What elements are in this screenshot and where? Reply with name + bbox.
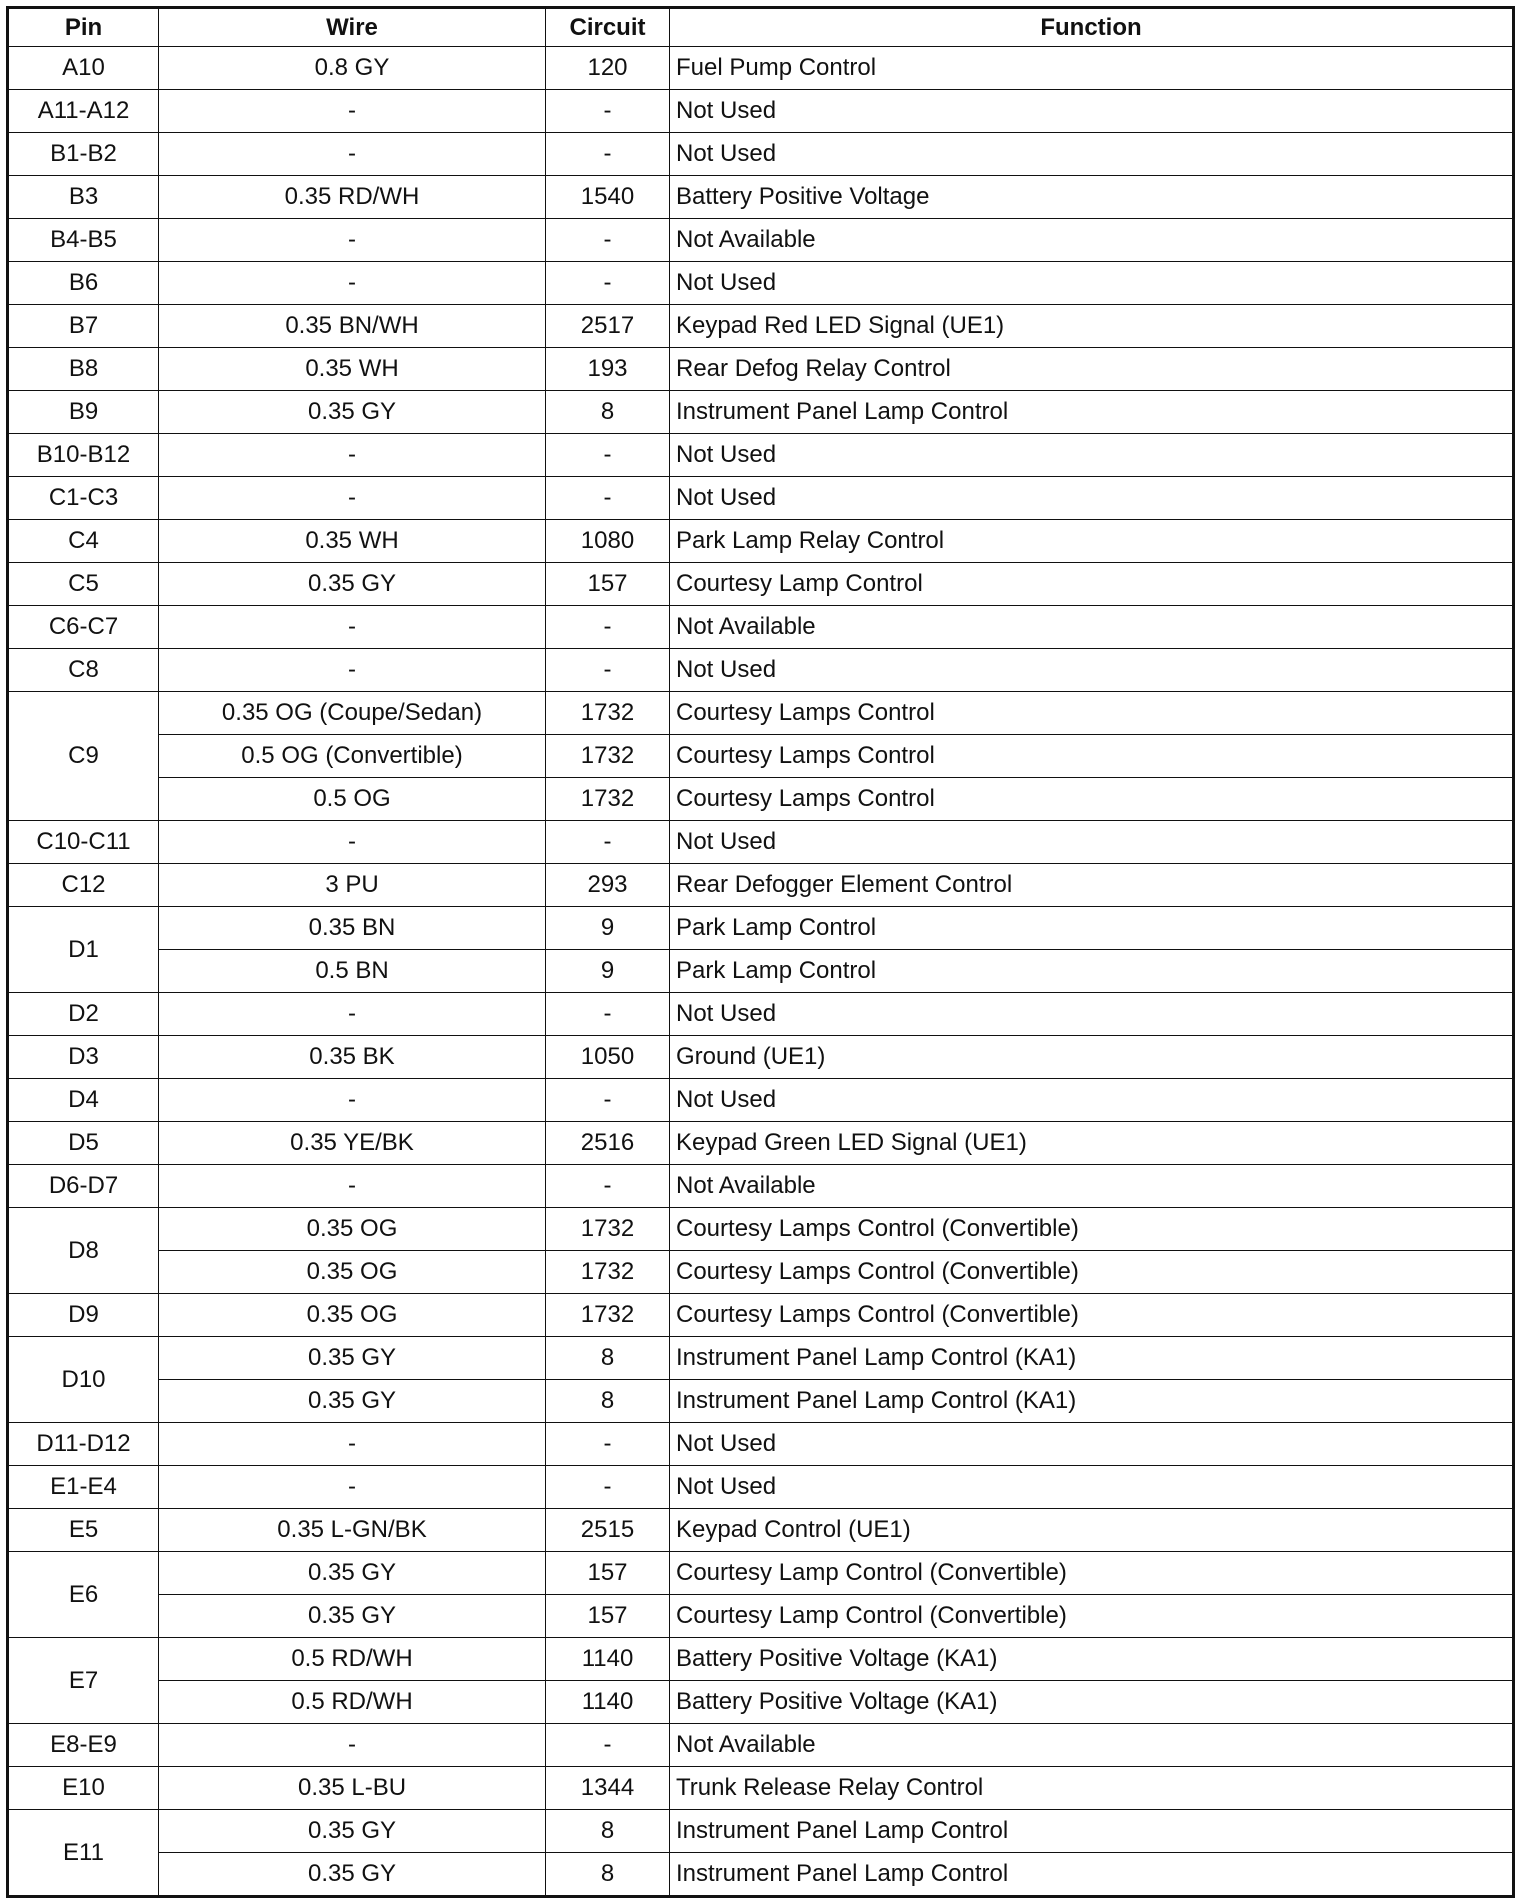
pin-cell: B6: [8, 262, 159, 305]
pin-cell: A11-A12: [8, 90, 159, 133]
wire-cell: 0.35 GY: [159, 1595, 546, 1638]
pin-cell: D8: [8, 1208, 159, 1294]
wire-cell: -: [159, 993, 546, 1036]
table-row: [8, 434, 1514, 477]
wire-cell: 0.35 YE/BK: [159, 1122, 546, 1165]
circuit-cell: -: [546, 1079, 670, 1122]
table-row: [8, 477, 1514, 520]
function-cell: Not Available: [670, 219, 1514, 262]
wire-cell: 0.35 OG: [159, 1251, 546, 1294]
table-row: [8, 391, 1514, 434]
wire-cell: 0.35 OG: [159, 1294, 546, 1337]
table-row: [8, 1165, 1514, 1208]
table-row: [8, 133, 1514, 176]
pin-cell: D5: [8, 1122, 159, 1165]
circuit-cell: 2517: [546, 305, 670, 348]
pin-cell: D10: [8, 1337, 159, 1423]
table-header: [8, 8, 1514, 47]
table-row: [8, 1681, 1514, 1724]
function-cell: Not Used: [670, 1466, 1514, 1509]
pin-cell: B8: [8, 348, 159, 391]
circuit-cell: -: [546, 649, 670, 692]
circuit-cell: 1140: [546, 1638, 670, 1681]
pin-cell: D4: [8, 1079, 159, 1122]
circuit-cell: 1540: [546, 176, 670, 219]
wire-cell: 0.35 OG: [159, 1208, 546, 1251]
table-row: [8, 993, 1514, 1036]
function-cell: Not Used: [670, 1079, 1514, 1122]
wire-cell: 0.35 GY: [159, 1380, 546, 1423]
function-cell: Keypad Control (UE1): [670, 1509, 1514, 1552]
wire-cell: 3 PU: [159, 864, 546, 907]
table-body: [8, 47, 1514, 1897]
wire-cell: 0.35 WH: [159, 348, 546, 391]
table-row: [8, 1509, 1514, 1552]
pin-cell: E8-E9: [8, 1724, 159, 1767]
circuit-cell: 2516: [546, 1122, 670, 1165]
column-header-circuit: Circuit: [546, 8, 670, 47]
pin-cell: C1-C3: [8, 477, 159, 520]
function-cell: Not Used: [670, 133, 1514, 176]
table-row: [8, 821, 1514, 864]
circuit-cell: 1732: [546, 1294, 670, 1337]
wire-cell: -: [159, 649, 546, 692]
function-cell: Instrument Panel Lamp Control: [670, 1810, 1514, 1853]
circuit-cell: -: [546, 821, 670, 864]
wire-cell: -: [159, 434, 546, 477]
pin-cell: D2: [8, 993, 159, 1036]
wire-cell: 0.5 RD/WH: [159, 1681, 546, 1724]
wire-cell: -: [159, 1423, 546, 1466]
column-header-wire: Wire: [159, 8, 546, 47]
wire-cell: -: [159, 1165, 546, 1208]
circuit-cell: 8: [546, 1337, 670, 1380]
function-cell: Battery Positive Voltage: [670, 176, 1514, 219]
circuit-cell: 9: [546, 907, 670, 950]
table-row: [8, 90, 1514, 133]
circuit-cell: 1344: [546, 1767, 670, 1810]
function-cell: Courtesy Lamps Control (Convertible): [670, 1208, 1514, 1251]
table-row: [8, 1466, 1514, 1509]
function-cell: Keypad Red LED Signal (UE1): [670, 305, 1514, 348]
function-cell: Courtesy Lamps Control: [670, 692, 1514, 735]
connector-pinout-table: [6, 6, 1515, 1898]
circuit-cell: 1732: [546, 1251, 670, 1294]
function-cell: Park Lamp Relay Control: [670, 520, 1514, 563]
function-cell: Park Lamp Control: [670, 950, 1514, 993]
circuit-cell: 1732: [546, 735, 670, 778]
function-cell: Not Available: [670, 606, 1514, 649]
function-cell: Courtesy Lamp Control: [670, 563, 1514, 606]
table-row: [8, 1724, 1514, 1767]
pin-cell: C12: [8, 864, 159, 907]
function-cell: Rear Defogger Element Control: [670, 864, 1514, 907]
column-header-function: Function: [670, 8, 1514, 47]
function-cell: Not Used: [670, 821, 1514, 864]
function-cell: Courtesy Lamps Control (Convertible): [670, 1251, 1514, 1294]
circuit-cell: 8: [546, 1853, 670, 1897]
function-cell: Battery Positive Voltage (KA1): [670, 1681, 1514, 1724]
circuit-cell: 9: [546, 950, 670, 993]
pin-cell: B1-B2: [8, 133, 159, 176]
table-row: [8, 950, 1514, 993]
table-row: [8, 1638, 1514, 1681]
circuit-cell: -: [546, 219, 670, 262]
wire-cell: -: [159, 219, 546, 262]
circuit-cell: 1080: [546, 520, 670, 563]
pin-cell: E1-E4: [8, 1466, 159, 1509]
function-cell: Not Used: [670, 993, 1514, 1036]
function-cell: Instrument Panel Lamp Control (KA1): [670, 1380, 1514, 1423]
table-row: [8, 1337, 1514, 1380]
function-cell: Battery Positive Voltage (KA1): [670, 1638, 1514, 1681]
circuit-cell: 157: [546, 1552, 670, 1595]
circuit-cell: 8: [546, 1380, 670, 1423]
connector-pinout-table-container: [6, 6, 1512, 1887]
circuit-cell: -: [546, 262, 670, 305]
function-cell: Courtesy Lamp Control (Convertible): [670, 1552, 1514, 1595]
table-row: [8, 864, 1514, 907]
circuit-cell: 8: [546, 391, 670, 434]
wire-cell: -: [159, 1079, 546, 1122]
circuit-cell: -: [546, 1724, 670, 1767]
table-row: [8, 1853, 1514, 1897]
function-cell: Ground (UE1): [670, 1036, 1514, 1079]
wire-cell: 0.35 WH: [159, 520, 546, 563]
table-row: [8, 176, 1514, 219]
pin-cell: B7: [8, 305, 159, 348]
table-row: [8, 1251, 1514, 1294]
pin-cell: E5: [8, 1509, 159, 1552]
pin-cell: B4-B5: [8, 219, 159, 262]
pin-cell: E10: [8, 1767, 159, 1810]
function-cell: Not Used: [670, 1423, 1514, 1466]
header-row: [8, 8, 1514, 47]
table-row: [8, 520, 1514, 563]
pin-cell: C5: [8, 563, 159, 606]
pin-cell: E7: [8, 1638, 159, 1724]
function-cell: Trunk Release Relay Control: [670, 1767, 1514, 1810]
function-cell: Rear Defog Relay Control: [670, 348, 1514, 391]
function-cell: Not Used: [670, 262, 1514, 305]
circuit-cell: 157: [546, 563, 670, 606]
table-row: [8, 47, 1514, 90]
circuit-cell: -: [546, 606, 670, 649]
table-row: [8, 1294, 1514, 1337]
table-row: [8, 563, 1514, 606]
table-row: [8, 1079, 1514, 1122]
pin-cell: D6-D7: [8, 1165, 159, 1208]
pin-cell: E11: [8, 1810, 159, 1897]
table-row: [8, 692, 1514, 735]
table-row: [8, 649, 1514, 692]
pin-cell: B9: [8, 391, 159, 434]
table-row: [8, 1423, 1514, 1466]
table-row: [8, 735, 1514, 778]
wire-cell: 0.5 RD/WH: [159, 1638, 546, 1681]
pin-cell: C10-C11: [8, 821, 159, 864]
circuit-cell: 1732: [546, 1208, 670, 1251]
pin-cell: C8: [8, 649, 159, 692]
table-row: [8, 219, 1514, 262]
circuit-cell: 293: [546, 864, 670, 907]
wire-cell: 0.35 L-GN/BK: [159, 1509, 546, 1552]
function-cell: Not Available: [670, 1724, 1514, 1767]
pin-cell: D1: [8, 907, 159, 993]
wire-cell: -: [159, 1466, 546, 1509]
table-row: [8, 305, 1514, 348]
pin-cell: C6-C7: [8, 606, 159, 649]
wire-cell: -: [159, 133, 546, 176]
wire-cell: 0.35 GY: [159, 1853, 546, 1897]
table-row: [8, 348, 1514, 391]
circuit-cell: 120: [546, 47, 670, 90]
circuit-cell: 1732: [546, 692, 670, 735]
function-cell: Not Used: [670, 90, 1514, 133]
table-row: [8, 262, 1514, 305]
pin-cell: C4: [8, 520, 159, 563]
function-cell: Not Used: [670, 477, 1514, 520]
table-row: [8, 1208, 1514, 1251]
function-cell: Courtesy Lamps Control: [670, 778, 1514, 821]
wire-cell: 0.35 L-BU: [159, 1767, 546, 1810]
circuit-cell: 1050: [546, 1036, 670, 1079]
wire-cell: 0.8 GY: [159, 47, 546, 90]
wire-cell: -: [159, 477, 546, 520]
table-row: [8, 1767, 1514, 1810]
wire-cell: -: [159, 1724, 546, 1767]
circuit-cell: 8: [546, 1810, 670, 1853]
wire-cell: 0.5 OG (Convertible): [159, 735, 546, 778]
function-cell: Courtesy Lamps Control: [670, 735, 1514, 778]
function-cell: Instrument Panel Lamp Control: [670, 1853, 1514, 1897]
table-row: [8, 778, 1514, 821]
function-cell: Courtesy Lamps Control (Convertible): [670, 1294, 1514, 1337]
circuit-cell: -: [546, 993, 670, 1036]
wire-cell: 0.35 BN: [159, 907, 546, 950]
circuit-cell: -: [546, 477, 670, 520]
pin-cell: D9: [8, 1294, 159, 1337]
wire-cell: 0.35 RD/WH: [159, 176, 546, 219]
function-cell: Not Used: [670, 649, 1514, 692]
circuit-cell: -: [546, 133, 670, 176]
pin-cell: E6: [8, 1552, 159, 1638]
table-row: [8, 1810, 1514, 1853]
column-header-pin: Pin: [8, 8, 159, 47]
function-cell: Park Lamp Control: [670, 907, 1514, 950]
circuit-cell: -: [546, 1466, 670, 1509]
wire-cell: 0.35 GY: [159, 391, 546, 434]
wire-cell: 0.5 BN: [159, 950, 546, 993]
circuit-cell: -: [546, 1423, 670, 1466]
pin-cell: B3: [8, 176, 159, 219]
pin-cell: D11-D12: [8, 1423, 159, 1466]
function-cell: Not Used: [670, 434, 1514, 477]
circuit-cell: 193: [546, 348, 670, 391]
circuit-cell: 2515: [546, 1509, 670, 1552]
wire-cell: 0.35 GY: [159, 1810, 546, 1853]
table-row: [8, 1552, 1514, 1595]
circuit-cell: 157: [546, 1595, 670, 1638]
function-cell: Instrument Panel Lamp Control: [670, 391, 1514, 434]
pin-cell: A10: [8, 47, 159, 90]
function-cell: Courtesy Lamp Control (Convertible): [670, 1595, 1514, 1638]
wire-cell: 0.35 GY: [159, 1337, 546, 1380]
pin-cell: B10-B12: [8, 434, 159, 477]
wire-cell: 0.35 OG (Coupe/Sedan): [159, 692, 546, 735]
table-row: [8, 907, 1514, 950]
wire-cell: -: [159, 90, 546, 133]
wire-cell: -: [159, 262, 546, 305]
pin-cell: D3: [8, 1036, 159, 1079]
table-row: [8, 1122, 1514, 1165]
wire-cell: -: [159, 606, 546, 649]
table-row: [8, 606, 1514, 649]
table-row: [8, 1036, 1514, 1079]
table-row: [8, 1595, 1514, 1638]
circuit-cell: -: [546, 1165, 670, 1208]
wire-cell: 0.35 GY: [159, 563, 546, 606]
wire-cell: 0.35 BK: [159, 1036, 546, 1079]
circuit-cell: -: [546, 90, 670, 133]
function-cell: Keypad Green LED Signal (UE1): [670, 1122, 1514, 1165]
wire-cell: 0.35 BN/WH: [159, 305, 546, 348]
circuit-cell: 1140: [546, 1681, 670, 1724]
wire-cell: 0.5 OG: [159, 778, 546, 821]
table-row: [8, 1380, 1514, 1423]
circuit-cell: 1732: [546, 778, 670, 821]
function-cell: Not Available: [670, 1165, 1514, 1208]
wire-cell: 0.35 GY: [159, 1552, 546, 1595]
function-cell: Instrument Panel Lamp Control (KA1): [670, 1337, 1514, 1380]
pin-cell: C9: [8, 692, 159, 821]
function-cell: Fuel Pump Control: [670, 47, 1514, 90]
wire-cell: -: [159, 821, 546, 864]
circuit-cell: -: [546, 434, 670, 477]
